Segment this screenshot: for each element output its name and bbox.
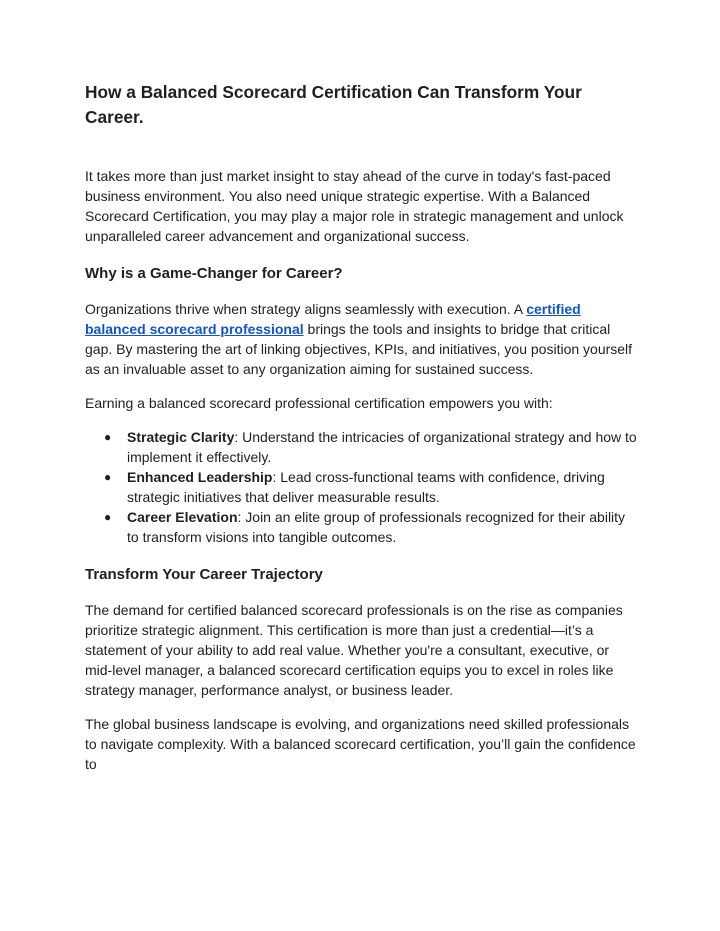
bullet-icon: ● — [104, 430, 112, 444]
page-title: How a Balanced Scorecard Certification Can Transform Your Career. — [85, 82, 582, 127]
list-item — [85, 507, 637, 547]
section-heading-transform: Transform Your Career Trajectory — [85, 566, 323, 583]
list-item — [85, 467, 637, 507]
list-item — [85, 427, 637, 467]
list-item-text: : Join an elite group of professionals recognized for their ability to transform visions into tangible outcomes. — [127, 509, 626, 545]
why-paragraph — [85, 299, 637, 379]
list-item-term: Career Elevation — [127, 509, 238, 525]
benefits-list — [85, 427, 637, 547]
why-paragraph-text-end: brings the tools and insights to bridge that critical gap. By mastering the art of linking objectives, KPIs, and initiatives, you position yourself as an invaluable asset to any organization aiming for sustained success. — [85, 321, 633, 377]
list-item-term: Strategic Clarity — [127, 429, 235, 445]
why-paragraph-text-start: Organizations thrive when strategy aligns seamlessly with execution. A — [85, 301, 527, 317]
list-item-text: : Lead cross-functional teams with confidence, driving strategic initiatives that deliver measurable results. — [127, 469, 605, 505]
empowers-paragraph: Earning a balanced scorecard professional certification empowers you with: — [85, 395, 553, 411]
document-page — [85, 80, 637, 788]
bullet-icon: ● — [104, 470, 112, 484]
intro-paragraph: It takes more than just market insight to stay ahead of the curve in today's fast-paced business environment. You also need unique strategic expertise. With a Balanced Scorecard Certification, you may play a major role in strategic management and unlock unparalleled career advancement and organizational success. — [85, 168, 624, 244]
section-heading-why: Why is a Game-Changer for Career? — [85, 265, 343, 282]
landscape-paragraph: The global business landscape is evolving, and organizations need skilled professionals to navigate complexity. With a balanced scorecard certification, you’ll gain the confidence to — [85, 716, 636, 772]
demand-paragraph: The demand for certified balanced scorecard professionals is on the rise as companies prioritize strategic alignment. This certification is more than just a credential—it’s a statement of your ability to add real value. Whether you're a consultant, executive, or mid-level manager, a balanced scorecard certification equips you to excel in roles like strategy manager, performance analyst, or business leader. — [85, 602, 623, 698]
certified-professional-link[interactable]: certified balanced scorecard professional — [85, 301, 581, 337]
list-item-term: Enhanced Leadership — [127, 469, 273, 485]
bullet-icon: ● — [104, 510, 112, 524]
list-item-text: : Understand the intricacies of organizational strategy and how to implement it effectively. — [127, 429, 637, 465]
